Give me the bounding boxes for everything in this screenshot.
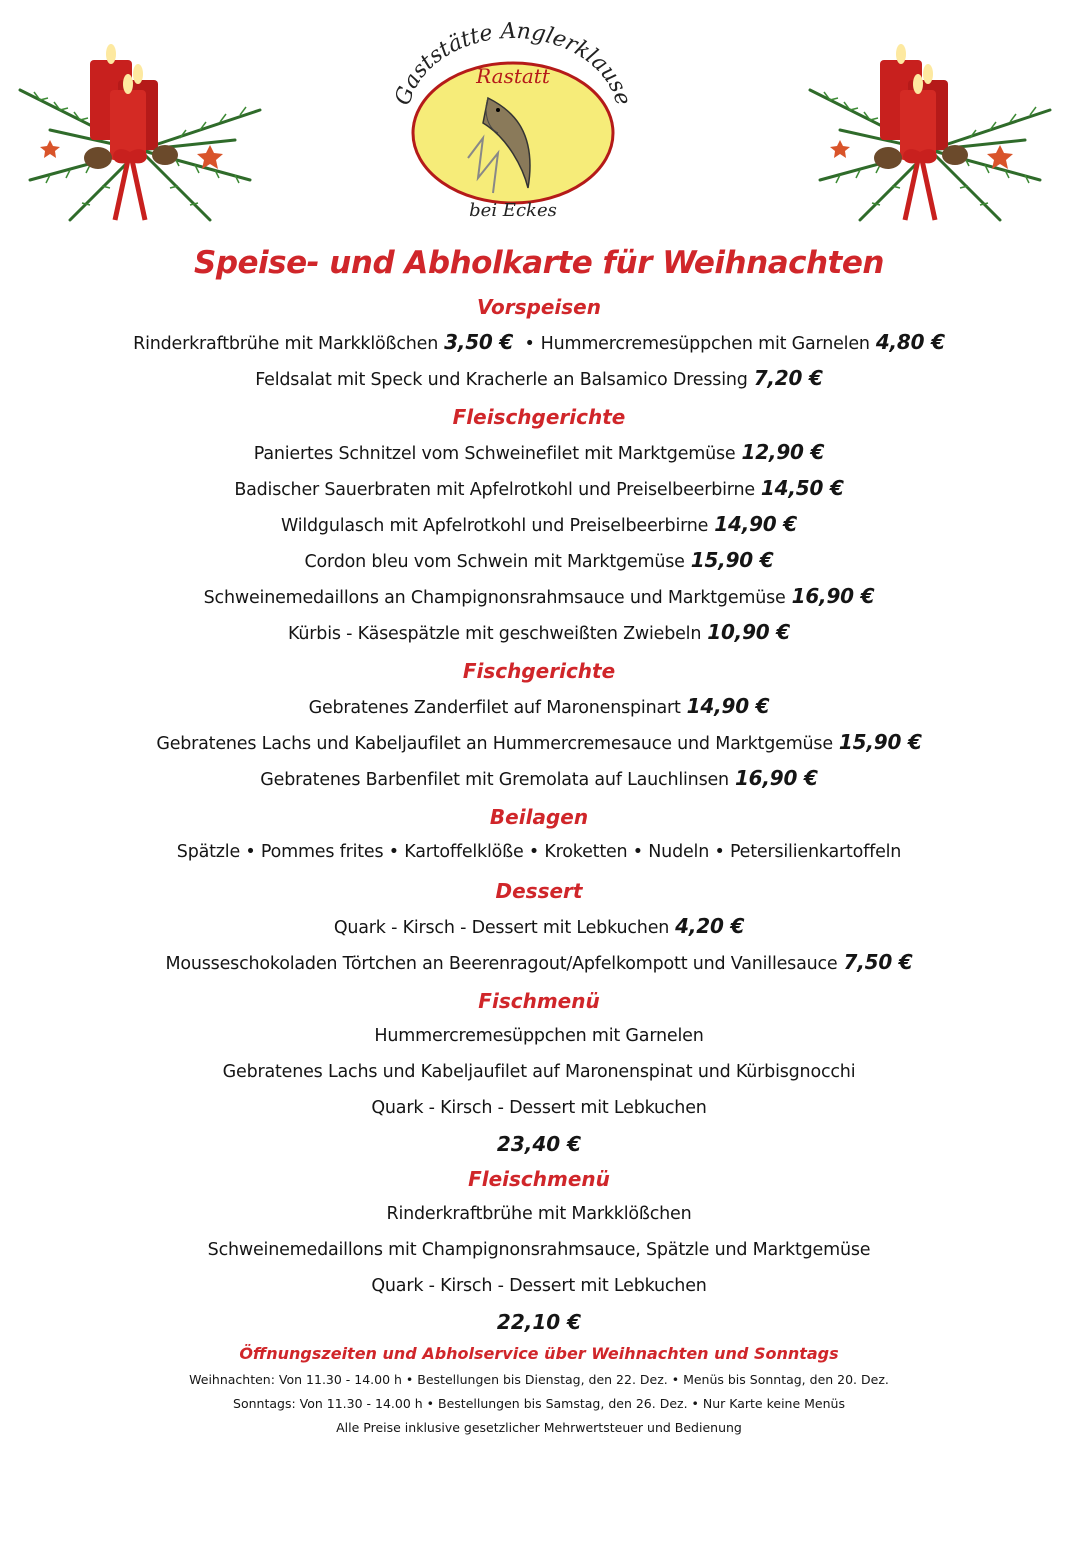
set-menu-course: Gebratenes Lachs und Kabeljaufilet auf Maronenspinat und Kürbisgnocchi [222, 1062, 856, 1082]
dish-name: Rinderkraftbrühe mit Markklößchen [133, 334, 439, 354]
dish-price: 7,50 € [843, 950, 913, 974]
dish-price: 12,90 € [741, 440, 825, 464]
dish-price: 15,90 € [690, 548, 774, 572]
page-title: Speise- und Abholkarte für Weihnachten [194, 245, 884, 281]
dish-price: 16,90 € [734, 766, 818, 790]
set-menu-course: Quark - Kirsch - Dessert mit Lebkuchen [371, 1098, 707, 1118]
menu-line [0, 470, 1078, 506]
section-title-fleischmenu: Fleischmenü [468, 1167, 610, 1191]
menu-line [0, 324, 1078, 360]
menu-line [0, 908, 1078, 944]
menu-line [0, 614, 1078, 650]
separator-dot: • [524, 334, 535, 354]
logo-bottom-text: bei Eckes [469, 200, 557, 221]
dish-price: 10,90 € [707, 620, 790, 644]
section-title-vorspeisen: Vorspeisen [477, 295, 601, 319]
price-note: Alle Preise inklusive gesetzlicher Mehrwertsteuer und Bedienung [336, 1420, 742, 1435]
dish-name: Paniertes Schnitzel vom Schweinefilet mit Marktgemüse [253, 444, 736, 464]
dish-name: Schweinemedaillons an Champignonsrahmsauce und Marktgemüse [203, 588, 786, 608]
opening-hours-title: Öffnungszeiten und Abholservice über Weihnachten und Sonntags [239, 1344, 839, 1363]
dish-price: 3,50 € [444, 330, 514, 354]
dish-name: Badischer Sauerbraten mit Apfelrotkohl und Preiselbeerbirne [234, 480, 755, 500]
dish-name: Gebratenes Barbenfilet mit Gremolata auf Lauchlinsen [260, 770, 729, 790]
dish-name: Feldsalat mit Speck und Kracherle an Balsamico Dressing [255, 370, 748, 390]
set-menu-course: Rinderkraftbrühe mit Markklößchen [386, 1204, 692, 1224]
dish-name: Gebratenes Zanderfilet auf Maronenspinart [308, 698, 681, 718]
dish-price: 14,90 € [686, 694, 770, 718]
dish-name: Cordon bleu vom Schwein mit Marktgemüse [304, 552, 685, 572]
section-title-fischmenu: Fischmenü [478, 989, 600, 1013]
set-menu-price: 23,40 € [496, 1132, 582, 1156]
dish-name: Hummercremesüppchen mit Garnelen [540, 334, 870, 354]
logo-arc-text: Gaststätte Anglerklause [390, 18, 636, 109]
menu-line [0, 760, 1078, 796]
dish-price: 15,90 € [838, 730, 922, 754]
opening-hours-sundays: Sonntags: Von 11.30 - 14.00 h • Bestellungen bis Samstag, den 26. Dez. • Nur Karte keine Menüs [233, 1396, 845, 1411]
menu-line [0, 506, 1078, 542]
dish-price: 4,20 € [675, 914, 745, 938]
dish-price: 14,50 € [760, 476, 844, 500]
dish-price: 16,90 € [791, 584, 875, 608]
dish-name: Gebratenes Lachs und Kabeljaufilet an Hummercremesauce und Marktgemüse [156, 734, 833, 754]
menu-line [0, 542, 1078, 578]
advent-candles-decoration-right [800, 30, 1060, 230]
opening-hours-christmas: Weihnachten: Von 11.30 - 14.00 h • Bestellungen bis Dienstag, den 22. Dez. • Menüs bis Sonntag, den 20. Dez. [189, 1372, 889, 1387]
set-menu-course: Quark - Kirsch - Dessert mit Lebkuchen [371, 1276, 707, 1296]
dish-name: Mousseschokoladen Törtchen an Beerenragout/Apfelkompott und Vanillesauce [165, 954, 838, 974]
set-menu-course: Hummercremesüppchen mit Garnelen [374, 1026, 704, 1046]
restaurant-logo [388, 18, 638, 228]
menu-line [0, 724, 1078, 760]
dish-name: Wildgulasch mit Apfelrotkohl und Preiselbeerbirne [280, 516, 709, 536]
menu-line [0, 360, 1078, 396]
section-title-fleischgerichte: Fleischgerichte [452, 405, 626, 429]
advent-candles-decoration-left [10, 30, 270, 230]
set-menu-course: Schweinemedaillons mit Champignonsrahmsauce, Spätzle und Marktgemüse [207, 1240, 871, 1260]
dish-price: 14,90 € [714, 512, 798, 536]
dish-name: Quark - Kirsch - Dessert mit Lebkuchen [333, 918, 670, 938]
dish-price: 7,20 € [753, 366, 823, 390]
set-menu-price: 22,10 € [496, 1310, 582, 1334]
menu-line [0, 578, 1078, 614]
dish-name: Kürbis - Käsespätzle mit geschweißten Zwiebeln [288, 624, 702, 644]
dish-price: 4,80 € [875, 330, 945, 354]
logo-city: Rastatt [476, 64, 550, 88]
side-dishes-line: Spätzle • Pommes frites • Kartoffelklöße • Kroketten • Nudeln • Petersilienkartoffeln [176, 842, 902, 862]
section-title-fischgerichte: Fischgerichte [462, 659, 616, 683]
section-title-dessert: Dessert [495, 879, 583, 903]
menu-line [0, 688, 1078, 724]
menu-content [0, 236, 1078, 1440]
menu-line [0, 434, 1078, 470]
menu-line [0, 944, 1078, 980]
section-title-beilagen: Beilagen [489, 805, 589, 829]
